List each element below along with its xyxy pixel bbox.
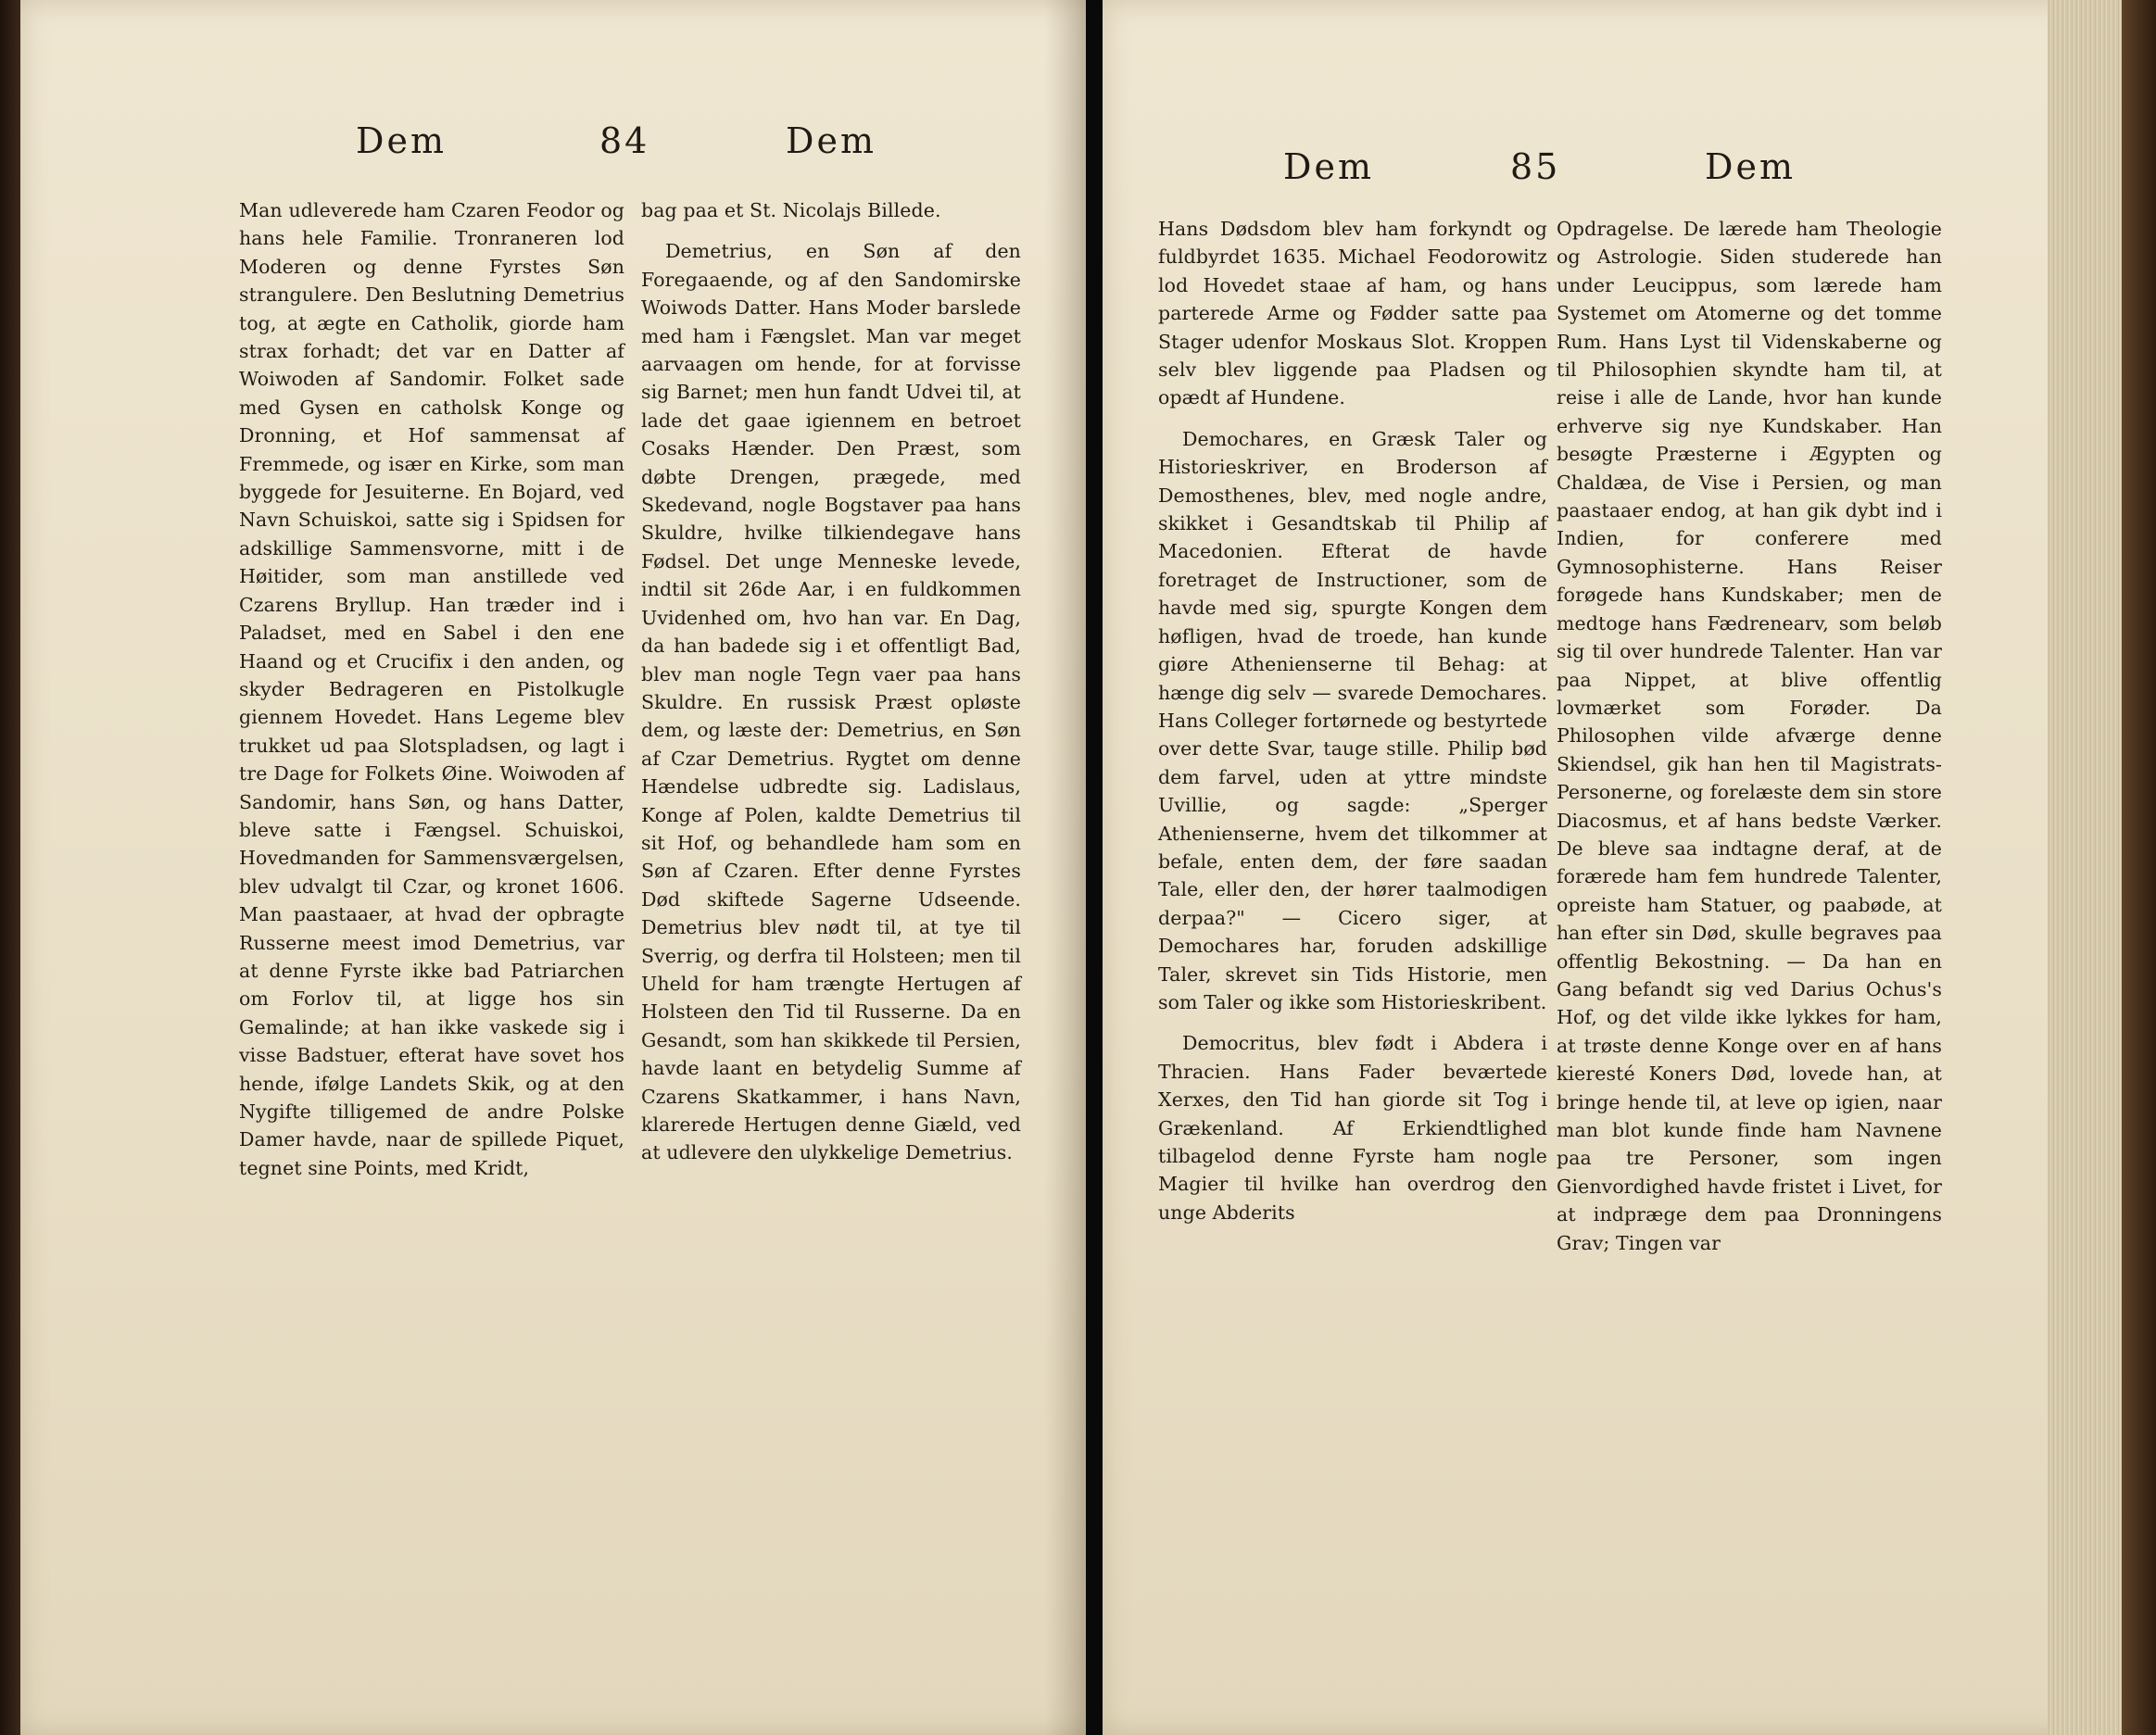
paragraph: Hans Dødsdom blev ham forkyndt og fuldbyrdet 1635. Michael Feodorowitz lod Hovedet staae af ham, og hans parterede Arme og Fødder satte paa Stager udenfor Moskaus Slot. Kroppen selv blev liggende paa Pladsen og opædt af Hundene. [1158,218,1547,409]
right-page-column-2 [1557,215,1942,1257]
entry-democritus: Democritus, blev født i Abdera i Thracien. Hans Fader beværtede Xerxes, den Tid han giorde sit Tog i Grækenland. Af Erkiendtlighed tilbagelod denne Fyrste ham nogle Magier til hvilke han overdrog den unge Abderits [1158,1032,1547,1224]
left-page [20,0,1086,1735]
left-header-word-right: Dem [786,120,876,161]
paragraph: bag paa et St. Nicolajs Billede. [641,199,941,221]
right-book-cover [2122,0,2156,1735]
page-divider [1086,0,1103,1735]
right-header-word-left: Dem [1283,146,1374,187]
right-page [1103,0,2122,1735]
page-fore-edge [2048,0,2131,1735]
left-page-number: 84 [599,120,650,161]
paragraph: Man udleverede ham Czaren Feodor og hans hele Familie. Tronraneren lod Moderen og denne Fyrstes Søn strangulere. Den Beslutning Demetrius tog, at ægte en Catholik, giorde ham strax forhadt; det var en Datter af Woiwoden af Sandomir. Folket sade med Gysen en catholsk Konge og Dronning, et Hof sammensat af Fremmede, og især en Kirke, som man byggede for Jesuiterne. En Bojard, ved Navn Schuiskoi, satte sig i Spidsen for adskillige Sammensvorne, mitt i de Høitider, som man anstillede ved Czarens Bryllup. Han træder ind i Paladset, med en Sabel i den ene Haand og et Crucifix i den anden, og skyder Bedrageren en Pistolkugle giennem Hovedet. Hans Legeme blev trukket ud paa Slotspladsen, og lagt i tre Dage for Folkets Øine. Woiwoden af Sandomir, hans Søn, og hans Datter, bleve satte i Fængsel. Schuiskoi, Hovedmanden for Sammensværgelsen, blev udvalgt til Czar, og kronet 1606. Man paastaaer, at hvad der opbragte Russerne meest imod Demetrius, var at denne Fyrste ikke bad Patriarchen om Forlov til, at ligge hos sin Gemalinde; at han ikke vaskede sig i visse Badstuer, efterat have sovet hos hende, ifølge Landets Skik, og at den Nygifte tilligemed de andre Polske Damer havde, naar de spillede Piquet, tegnet sine Points, med Kridt, [239,199,624,1179]
left-header-word-left: Dem [356,120,447,161]
entry-demetrius: Demetrius, en Søn af den Foregaaende, og af den Sandomirske Woiwods Datter. Hans Moder barslede med ham i Fængslet. Man var meget aarvaagen om hende, for at forvisse sig Barnet; men hun fandt Udvei til, at lade det gaae igiennem en betroet Cosaks Hænder. Den Præst, som døbte Drengen, prægede, med Skedevand, nogle Bogstaver paa hans Skuldre, hvilke tilkiendegave hans Fødsel. Det unge Menneske levede, indtil sit 26de Aar, i en fuldkommen Uvidenhed om, hvo han var. En Dag, da han badede sig i et offentligt Bad, blev man nogle Tegn vaer paa hans Skuldre. En russisk Præst opløste dem, og læste der: Demetrius, en Søn af Czar Demetrius. Rygtet om denne Hændelse udbredte sig. Ladislaus, Konge af Polen, kaldte Demetrius til sit Hof, og behandlede ham som en Søn af Czaren. Efter denne Fyrstes Død skiftede Sagerne Udseende. Demetrius blev nødt til, at tye til Sverrig, og derfra til Holsteen; men til Uheld for ham trængte Hertugen af Holsteen den Tid til Russerne. Da en Gesandt, som han skikkede til Persien, havde laant en betydelig Summe af Czarens Skatkammer, i hans Navn, klarerede Hertugen denne Giæld, ved at udlevere den ulykkelige Demetrius. [641,240,1021,1164]
paragraph: Opdragelse. De lærede ham Theologie og Astrologie. Siden studerede han under Leucippus, som lærede ham Systemet om Atomerne og det tomme Rum. Hans Lyst til Videnskaberne og til Philosophien skyndte ham til, at reise i alle de Lande, hvor han kunde erhverve sig nye Kundskaber. Han besøgte Præsterne i Ægypten og Chaldæa, de Vise i Persien, og man paastaaer endog, at han gik dybt ind i Indien, for conferere med Gymnosophisterne. Hans Reiser forøgede hans Kundskaber; men de medtoge hans Fædrenearv, som beløb sig til over hundrede Talenter. Han var paa Nippet, at blive offentlig lovmærket som Forøder. Da Philosophen vilde afværge denne Skiendsel, gik han hen til Magistrats-Personerne, og forelæste dem sin store Diacosmus, et af hans bedste Værker. De bleve saa indtagne deraf, at de forærede ham fem hundrede Talenter, opreiste ham Statuer, og paabøde, at han efter sin Død, skulle begraves paa offentlig Bekostning. — Da han en Gang befandt sig ved Darius Ochus's Hof, og det vilde ikke lykkes for ham, at trøste denne Konge over en af hans kieresté Koners Død, lovede han, at bringe hende til, at leve op igien, naar man blot kunde finde ham Navnene paa tre Personer, som ingen Gienvordighed havde fristet i Livet, for at indpræge dem paa Dronningens Grav; Tingen var [1557,218,1942,1254]
right-page-number: 85 [1510,146,1561,187]
right-page-column-1 [1158,215,1547,1226]
right-header-word-right: Dem [1705,146,1796,187]
entry-demochares: Demochares, en Græsk Taler og Historieskriver, en Broderson af Demosthenes, blev, med nogle andre, skikket i Gesandtskab til Philip af Macedonien. Efterat de havde foretraget de Instructioner, som de havde med sig, spurgte Kongen dem høfligen, hvad de troede, han kunde giøre Athenienserne til Behag: at hænge dig selv — svarede Demochares. Hans Colleger fortørnede og bestyrtede over dette Svar, tauge stille. Philip bød dem farvel, uden at yttre mindste Uvillie, og sagde: „Sperger Athenienserne, hvem det tilkommer at befale, enten dem, der føre saadan Tale, eller den, der hører taalmodigen derpaa?" — Cicero siger, at Demochares har, foruden adskillige Taler, skrevet sin Tids Historie, men som Taler og ikke som Historieskribent. [1158,427,1547,1013]
left-page-column-2 [641,196,1021,1167]
left-page-column-1 [239,196,624,1182]
